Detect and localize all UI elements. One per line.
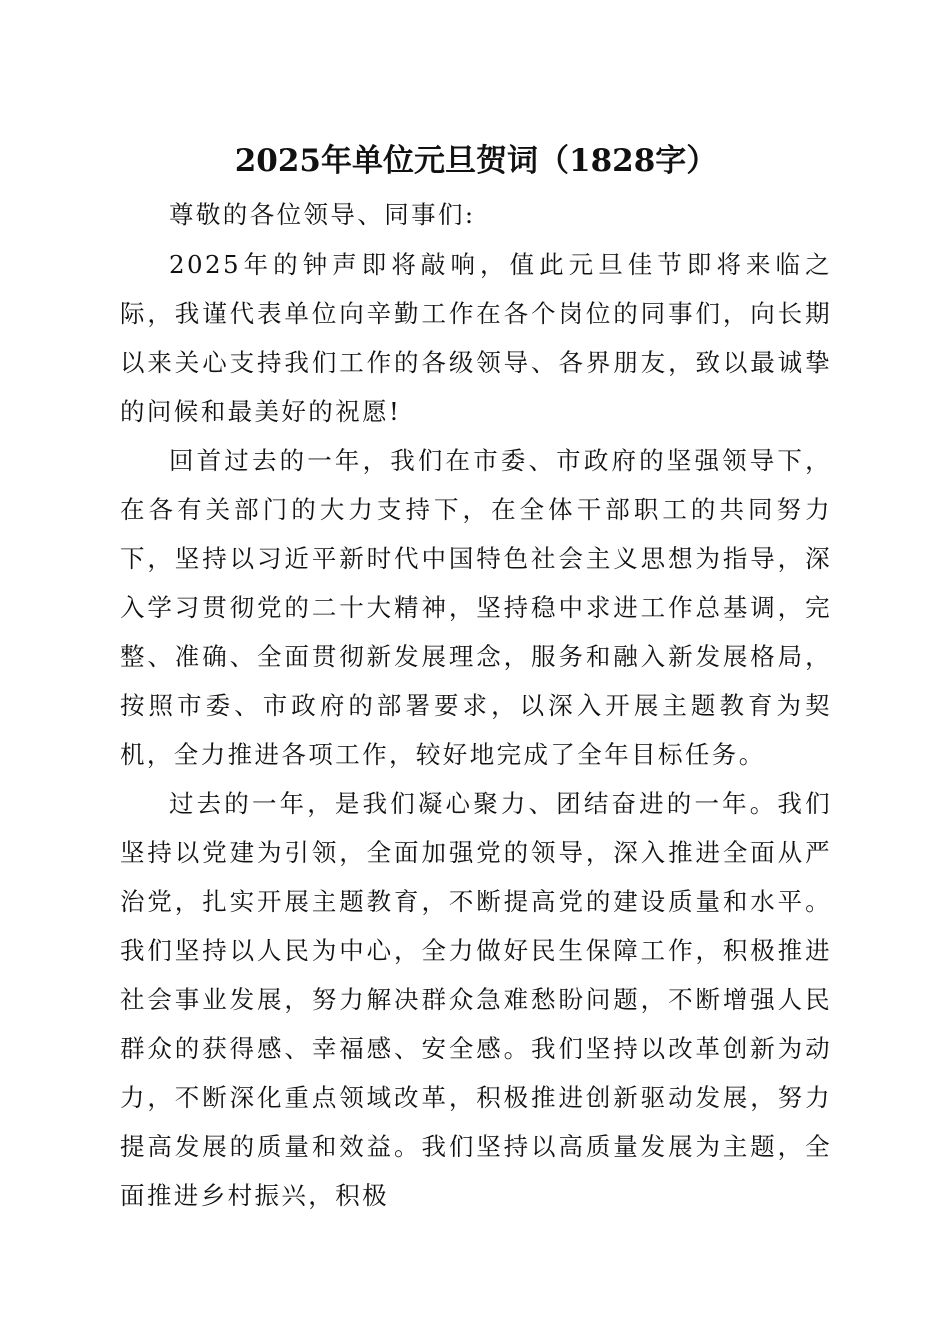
document-page [120,138,832,1220]
document-title: 2025年单位元旦贺词（1828字） [234,143,718,179]
salutation: 尊敬的各位领导、同事们: [169,200,476,229]
paragraph-achievements: 过去的一年，是我们凝心聚力、团结奋进的一年。我们坚持以党建为引领，全面加强党的领导，深入推进全面从严治党，扎实开展主题教育，不断提高党的建设质量和水平。我们坚持以人民为中心，全力做好民生保障工作，积极推进社会事业发展，努力解决群众急难愁盼问题，不断增强人民群众的获得感、幸福感、安全感。我们坚持以改革创新为动力，不断深化重点领域改革，积极推进创新驱动发展，努力提高发展的质量和效益。我们坚持以高质量发展为主题，全面推进乡村振兴，积极 [120,789,832,1210]
paragraph-greeting: 2025年的钟声即将敲响，值此元旦佳节即将来临之际，我谨代表单位向辛勤工作在各个岗位的同事们，向长期以来关心支持我们工作的各级领导、各界朋友，致以最诚挚的问候和最美好的祝愿! [120,250,832,426]
paragraph-review: 回首过去的一年，我们在市委、市政府的坚强领导下，在各有关部门的大力支持下，在全体干部职工的共同努力下，坚持以习近平新时代中国特色社会主义思想为指导，深入学习贯彻党的二十大精神，坚持稳中求进工作总基调，完整、准确、全面贯彻新发展理念，服务和融入新发展格局，按照市委、市政府的部署要求，以深入开展主题教育为契机，全力推进各项工作，较好地完成了全年目标任务。 [120,446,832,769]
